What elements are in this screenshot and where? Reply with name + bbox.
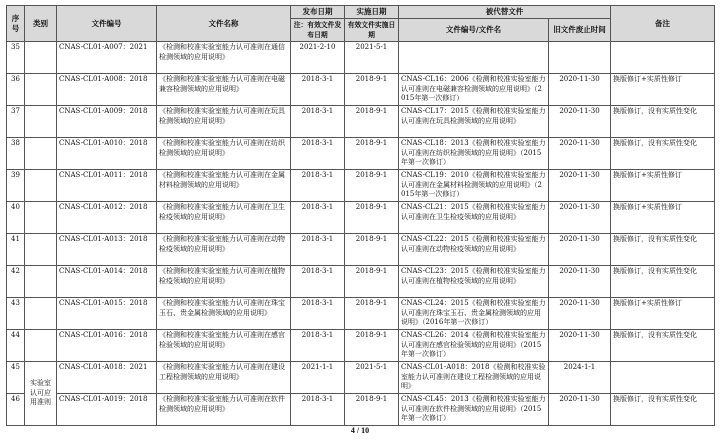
effective-date-cell: 2021-5-1	[345, 362, 399, 394]
seq-cell: 40	[7, 202, 25, 234]
publish-date-cell: 2021-1-1	[291, 362, 345, 394]
publish-date-cell: 2018-3-1	[291, 394, 345, 426]
abolish-date-cell: 2020-11-30	[549, 138, 611, 170]
doc-name-cell: 《检测和校准实验室能力认可准则在电磁兼容检测领域的应用说明》	[157, 74, 291, 106]
document-registry-table	[6, 5, 715, 426]
replaced-doc-cell	[399, 42, 549, 74]
category-cell	[25, 298, 57, 330]
abolish-date-cell: 2020-11-30	[549, 330, 611, 362]
replaced-doc-cell: CNAS-CL24：2015《检测和校准实验室能力认可准则在珠宝玉石、贵金属检测领域的应用说明》（2016年第一次修订）	[399, 298, 549, 330]
doc-name-cell: 《检测和校准实验室能力认可准则在植物检疫领域的应用说明》	[157, 266, 291, 298]
replaced-doc-cell: CNAS-CL18：2013《检测和校准实验室能力认可准则在纺织检测领域的应用说明》（2015年第一次修订）	[399, 138, 549, 170]
remark-cell: 换版修订，没有实质性变化	[611, 266, 715, 298]
doc-no-cell: CNAS-CL01-A018：2021	[57, 362, 157, 394]
table-row	[7, 330, 715, 362]
abolish-date-cell: 2020-11-30	[549, 202, 611, 234]
replaced-doc-cell: CNAS-CL19：2010《检测和校准实验室能力认可准则在金属材料检测领域的应用说明》（2015年第一次修订）	[399, 170, 549, 202]
doc-no-cell: CNAS-CL01-A016：2018	[57, 330, 157, 362]
doc-name-cell: 《检测和校准实验室能力认可准则在金属材料检测领域的应用说明》	[157, 170, 291, 202]
publish-date-cell: 2018-3-1	[291, 74, 345, 106]
remark-cell: 换版修订，没有实质性变化	[611, 394, 715, 426]
seq-cell: 41	[7, 234, 25, 266]
publish-date-cell: 2018-3-1	[291, 234, 345, 266]
header-seq: 序号	[7, 6, 25, 42]
header-effective-date: 实施日期	[345, 6, 399, 19]
replaced-doc-cell: CNAS-CL21：2015《检测和校准实验室能力认可准则在卫生检疫领域的应用说明》	[399, 202, 549, 234]
remark-cell: 换版修订+实质性修订	[611, 202, 715, 234]
abolish-date-cell: 2020-11-30	[549, 234, 611, 266]
table-body	[7, 42, 715, 426]
category-cell	[25, 106, 57, 138]
effective-date-cell: 2018-9-1	[345, 298, 399, 330]
doc-name-cell: 《检测和校准实验室能力认可准则在动物检疫领域的应用说明》	[157, 234, 291, 266]
doc-no-cell: CNAS-CL01-A009：2018	[57, 106, 157, 138]
remark-cell: 换版修订，没有实质性变化	[611, 330, 715, 362]
abolish-date-cell: 2020-11-30	[549, 170, 611, 202]
seq-cell: 37	[7, 106, 25, 138]
doc-no-cell: CNAS-CL01-A012：2018	[57, 202, 157, 234]
replaced-doc-cell: CNAS-CL01-A018：2018《检测和校准实验室能力认可准则在建设工程检测领域的应用说明》	[399, 362, 549, 394]
remark-cell: 换版修订，没有实质性变化	[611, 138, 715, 170]
header-replaced: 被代替文件	[399, 6, 611, 19]
replaced-doc-cell: CNAS-CL22：2015《检测和校准实验室能力认可准则在动物检疫领域的应用说明》	[399, 234, 549, 266]
seq-cell: 45	[7, 362, 25, 394]
category-cell	[25, 42, 57, 74]
doc-no-cell: CNAS-CL01-A010：2018	[57, 138, 157, 170]
table-row	[7, 362, 715, 394]
remark-cell: 换版修订+实质性修订	[611, 74, 715, 106]
abolish-date-cell: 2020-11-30	[549, 74, 611, 106]
doc-name-cell: 《检测和校准实验室能力认可准则在通信检测领域的应用说明》	[157, 42, 291, 74]
table-row	[7, 202, 715, 234]
doc-name-cell: 《检测和校准实验室能力认可准则在卫生检疫领域的应用说明》	[157, 202, 291, 234]
effective-date-cell: 2018-9-1	[345, 202, 399, 234]
seq-cell: 44	[7, 330, 25, 362]
header-category: 类别	[25, 6, 57, 42]
table-row	[7, 42, 715, 74]
publish-date-cell: 2018-3-1	[291, 138, 345, 170]
effective-date-cell: 2018-9-1	[345, 170, 399, 202]
doc-name-cell: 《检测和校准实验室能力认可准则在感官检验领域的应用说明》	[157, 330, 291, 362]
remark-cell	[611, 362, 715, 394]
category-cell	[25, 170, 57, 202]
publish-date-cell: 2018-3-1	[291, 170, 345, 202]
replaced-doc-cell: CNAS-CL17：2015《检测和校准实验室能力认可准则在玩具检测领域的应用说明》	[399, 106, 549, 138]
doc-no-cell: CNAS-CL01-A007：2021	[57, 42, 157, 74]
effective-date-cell: 2018-9-1	[345, 138, 399, 170]
seq-cell: 36	[7, 74, 25, 106]
seq-cell: 46	[7, 394, 25, 426]
doc-name-cell: 《检测和校准实验室能力认可准则在建设工程检测领域的应用说明》	[157, 362, 291, 394]
table-row	[7, 138, 715, 170]
publish-date-cell: 2018-3-1	[291, 106, 345, 138]
publish-date-cell: 2021-2-10	[291, 42, 345, 74]
publish-date-cell: 2018-3-1	[291, 202, 345, 234]
category-cell	[25, 202, 57, 234]
table-row	[7, 74, 715, 106]
abolish-date-cell	[549, 42, 611, 74]
doc-name-cell: 《检测和校准实验室能力认可准则在纺织检测领域的应用说明》	[157, 138, 291, 170]
header-date-note: 注：有效文件发布日期	[291, 19, 345, 42]
doc-name-cell: 《检测和校准实验室能力认可准则在软件检测领域的应用说明》	[157, 394, 291, 426]
doc-name-cell: 《检测和校准实验室能力认可准则在玩具检测领域的应用说明》	[157, 106, 291, 138]
abolish-date-cell: 2020-11-30	[549, 298, 611, 330]
header-publish-date: 发布日期	[291, 6, 345, 19]
header-doc-name: 文件名称	[157, 6, 291, 42]
replaced-doc-cell: CNAS-CL16：2006《检测和校准实验室能力认可准则在电磁兼容检测领域的应用说明》（2015年第一次修订）	[399, 74, 549, 106]
doc-no-cell: CNAS-CL01-A008：2018	[57, 74, 157, 106]
category-cell	[25, 266, 57, 298]
effective-date-cell: 2018-9-1	[345, 394, 399, 426]
abolish-date-cell: 2020-11-30	[549, 106, 611, 138]
remark-cell: 换版修订+实质性修订	[611, 170, 715, 202]
seq-cell: 43	[7, 298, 25, 330]
seq-cell: 38	[7, 138, 25, 170]
page-number: 4 / 10	[350, 426, 370, 435]
doc-no-cell: CNAS-CL01-A015：2018	[57, 298, 157, 330]
effective-date-cell: 2018-9-1	[345, 74, 399, 106]
header-remarks: 备注	[611, 6, 715, 42]
header-date-note-b: 有效文件实施日期	[345, 19, 399, 42]
category-cell	[25, 330, 57, 362]
header-replaced-no-name: 文件编号/文件名	[399, 19, 549, 42]
doc-name-cell: 《检测和校准实验室能力认可准则在珠宝玉石、贵金属检测领域的应用说明》	[157, 298, 291, 330]
publish-date-cell: 2018-3-1	[291, 330, 345, 362]
table-row	[7, 298, 715, 330]
replaced-doc-cell: CNAS-CL23：2015《检测和校准实验室能力认可准则在植物检疫领域的应用说明》	[399, 266, 549, 298]
category-cell: 实验室认可应用准则	[25, 362, 57, 426]
publish-date-cell: 2018-3-1	[291, 266, 345, 298]
header-old-abolish: 旧文件废止时间	[549, 19, 611, 42]
doc-no-cell: CNAS-CL01-A013：2018	[57, 234, 157, 266]
effective-date-cell: 2021-5-1	[345, 42, 399, 74]
remark-cell: 换版修订+实质性修订	[611, 298, 715, 330]
doc-no-cell: CNAS-CL01-A019：2018	[57, 394, 157, 426]
seq-cell: 35	[7, 42, 25, 74]
category-cell	[25, 138, 57, 170]
effective-date-cell: 2018-9-1	[345, 106, 399, 138]
effective-date-cell: 2018-9-1	[345, 330, 399, 362]
effective-date-cell: 2018-9-1	[345, 266, 399, 298]
seq-cell: 39	[7, 170, 25, 202]
seq-cell: 42	[7, 266, 25, 298]
replaced-doc-cell: CNAS-CL26：2014《检测和校准实验室能力认可准则在感官检验领域的应用说明》（2015年第一次修订）	[399, 330, 549, 362]
abolish-date-cell: 2024-1-1	[549, 362, 611, 394]
remark-cell: 换版修订，没有实质性变化	[611, 234, 715, 266]
effective-date-cell: 2018-9-1	[345, 234, 399, 266]
remark-cell: 换版修订，没有实质性变化	[611, 106, 715, 138]
publish-date-cell: 2018-3-1	[291, 298, 345, 330]
table-header-row	[7, 6, 715, 19]
table-row	[7, 394, 715, 426]
category-cell	[25, 234, 57, 266]
remark-cell	[611, 42, 715, 74]
abolish-date-cell: 2020-11-30	[549, 266, 611, 298]
table-row	[7, 266, 715, 298]
table-row	[7, 234, 715, 266]
table-row	[7, 106, 715, 138]
abolish-date-cell: 2020-11-30	[549, 394, 611, 426]
doc-no-cell: CNAS-CL01-A011：2018	[57, 170, 157, 202]
replaced-doc-cell: CNAS-CL45：2013《检测和校准实验室能力认可准则在软件检测领域的应用说明》（2015年第一次修订）	[399, 394, 549, 426]
table-row	[7, 170, 715, 202]
category-cell	[25, 74, 57, 106]
header-doc-no: 文件编号	[57, 6, 157, 42]
doc-no-cell: CNAS-CL01-A014：2018	[57, 266, 157, 298]
